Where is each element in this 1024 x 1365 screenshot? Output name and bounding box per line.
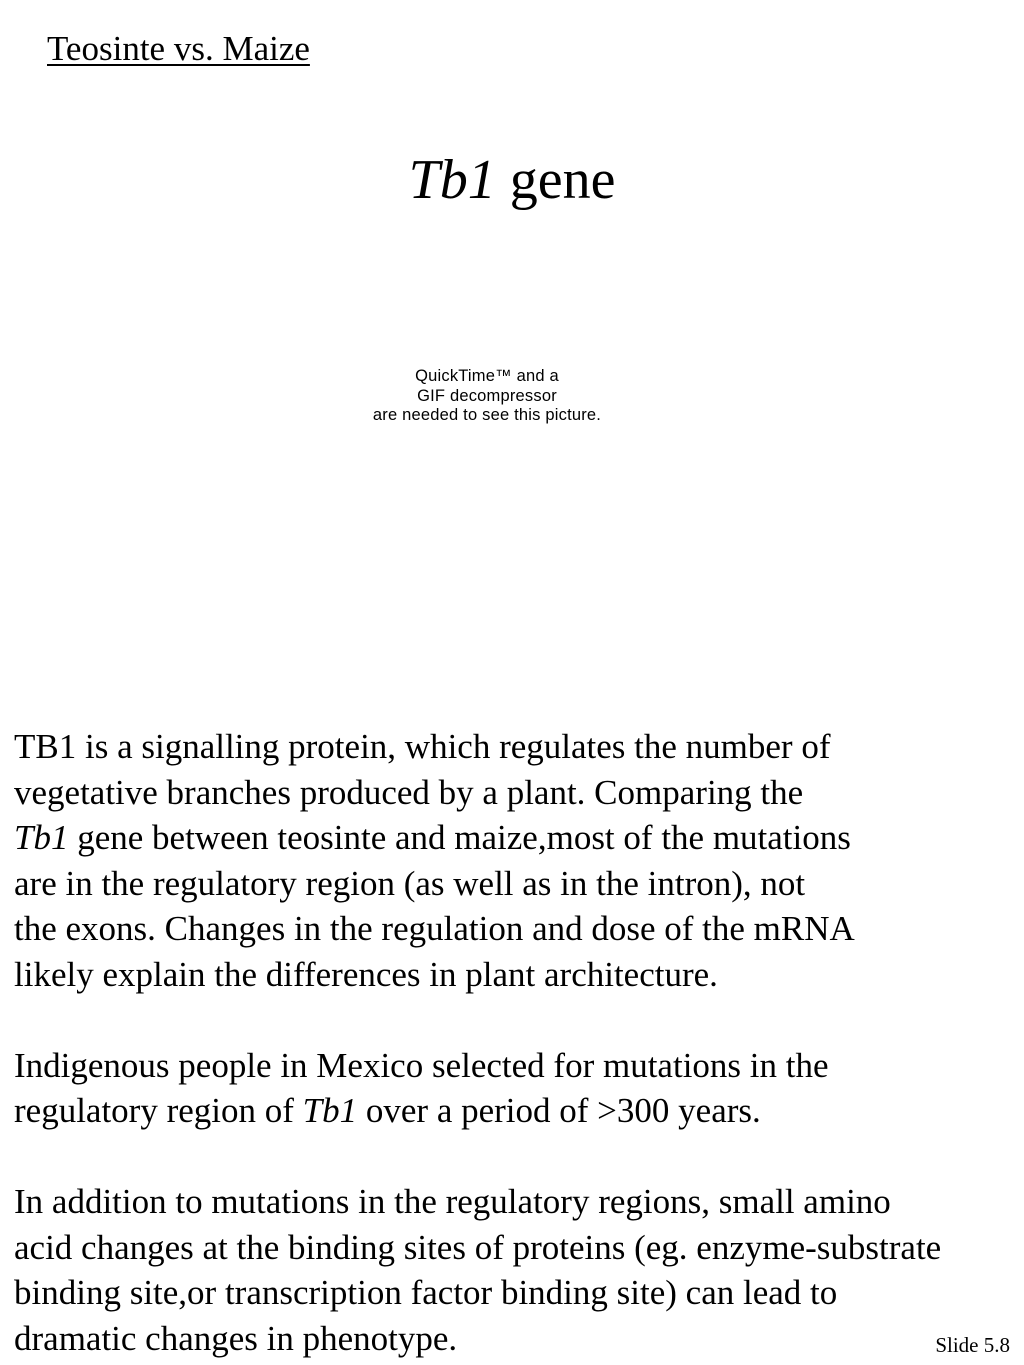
paragraph-3-line xyxy=(14,1316,1020,1362)
text-segment: likely explain the differences in plant architecture. xyxy=(14,954,718,994)
text-segment: Indigenous people in Mexico selected for mutations in the xyxy=(14,1045,829,1085)
text-segment: TB1 is a signalling protein, which regulates the number of xyxy=(14,727,831,766)
text-segment: In addition to mutations in the regulatory regions, small amino xyxy=(14,1182,891,1221)
text-segment: regulatory region of xyxy=(14,1091,303,1130)
heading-gene-symbol: Tb1 xyxy=(408,149,496,211)
text-segment: binding site,or transcription factor binding site) can lead to xyxy=(14,1273,838,1312)
placeholder-line: QuickTime™ and a xyxy=(415,367,559,385)
paragraph-2-line xyxy=(14,1043,1020,1089)
gene-symbol-italic: Tb1 xyxy=(302,1091,358,1130)
slide-heading xyxy=(0,150,1024,212)
paragraph-1-line xyxy=(14,815,1020,861)
paragraph-1-line xyxy=(14,906,1020,952)
paragraph-1-line xyxy=(14,952,1020,998)
heading-gene-word: gene xyxy=(509,149,616,211)
placeholder-line: are needed to see this picture. xyxy=(372,406,602,424)
paragraph-1-line xyxy=(14,770,1020,816)
paragraph-3-line xyxy=(14,1179,1020,1225)
paragraph-gap xyxy=(14,997,1020,1043)
text-segment: are in the regulatory region (as well as in the intron), not xyxy=(14,863,806,903)
paragraph-gap xyxy=(14,1134,1020,1180)
text-segment: gene between teosinte and maize,most of the mutations xyxy=(68,818,851,857)
text-segment: the exons. Changes in the regulation and dose of the mRNA xyxy=(14,909,855,948)
quicktime-placeholder xyxy=(300,367,674,426)
text-segment: over a period of >300 years. xyxy=(357,1091,761,1130)
placeholder-line: GIF decompressor xyxy=(417,386,557,405)
gene-symbol-italic: Tb1 xyxy=(14,818,69,857)
text-segment: dramatic changes in phenotype. xyxy=(14,1318,458,1358)
body-text xyxy=(14,724,1020,1361)
slide-number: Slide 5.8 xyxy=(935,1333,1010,1357)
paragraph-1-line xyxy=(14,724,1020,770)
text-segment: acid changes at the binding sites of proteins (eg. enzyme-substrate xyxy=(14,1227,942,1267)
paragraph-3-line xyxy=(14,1225,1020,1271)
paragraph-3-line xyxy=(14,1270,1020,1316)
text-segment: vegetative branches produced by a plant. Comparing the xyxy=(14,772,804,812)
paragraph-2-line xyxy=(14,1088,1020,1134)
paragraph-1-line xyxy=(14,861,1020,907)
slide-header-title: Teosinte vs. Maize xyxy=(47,29,310,68)
